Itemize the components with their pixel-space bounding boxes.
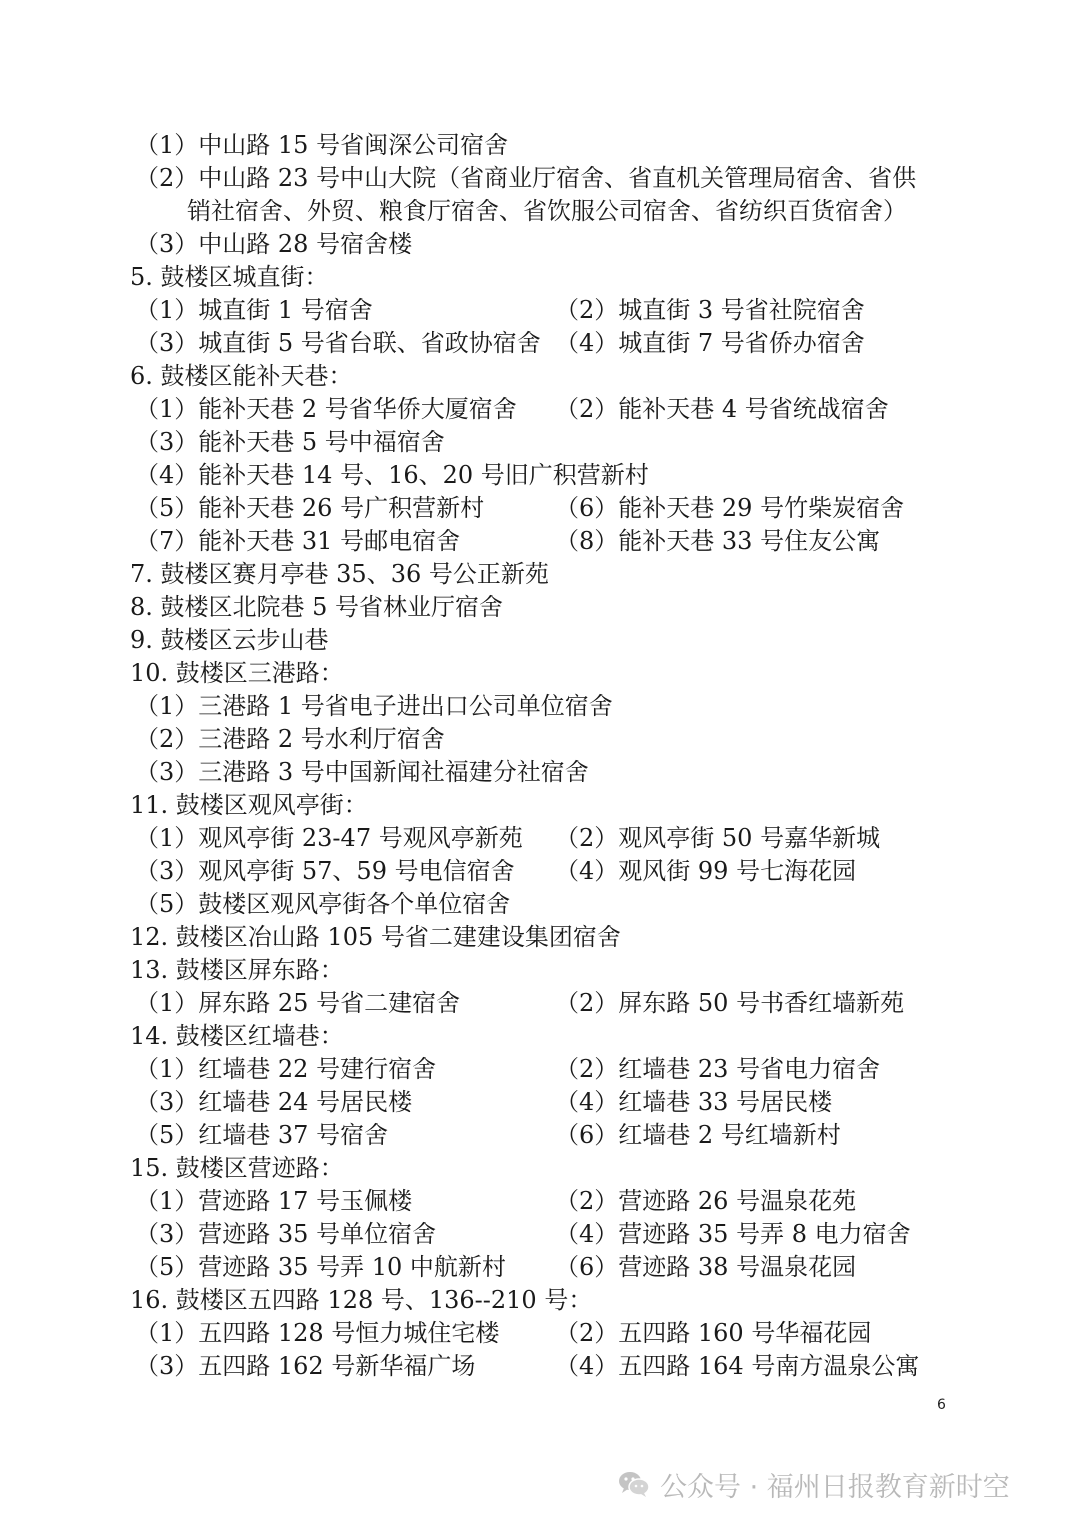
document-line (0, 855, 1080, 888)
document-line (0, 459, 1080, 492)
list-item: （2）城直街 3 号省社院宿舍 (555, 296, 865, 324)
document-line (0, 756, 1080, 789)
document-line (0, 987, 1080, 1020)
document-line (0, 624, 1080, 657)
document-line (0, 1053, 1080, 1086)
section-heading: 12. 鼓楼区冶山路 105 号省二建建设集团宿舍 (130, 923, 621, 951)
section-heading: 15. 鼓楼区营迹路： (130, 1154, 344, 1182)
list-item: （3）营迹路 35 号单位宿舍 (135, 1220, 437, 1248)
list-item: （3）五四路 162 号新华福广场 (135, 1352, 476, 1380)
list-item: （2）五四路 160 号华福花园 (555, 1319, 872, 1347)
section-heading: 9. 鼓楼区云步山巷 (130, 626, 329, 654)
list-item: （6）营迹路 38 号温泉花园 (555, 1253, 857, 1281)
list-item: （6）能补天巷 29 号竹柴炭宿舍 (555, 494, 905, 522)
list-item: （1）营迹路 17 号玉佩楼 (135, 1187, 413, 1215)
list-item: （1）能补天巷 2 号省华侨大厦宿舍 (135, 395, 517, 423)
list-item: （2）观风亭街 50 号嘉华新城 (555, 824, 881, 852)
document-line (0, 723, 1080, 756)
list-item: （5）营迹路 35 号弄 10 中航新村 (135, 1253, 506, 1281)
list-item: （4）红墙巷 33 号居民楼 (555, 1088, 833, 1116)
list-item: （2）中山路 23 号中山大院（省商业厅宿舍、省直机关管理局宿舍、省供 (135, 164, 917, 192)
list-item: （1）红墙巷 22 号建行宿舍 (135, 1055, 437, 1083)
document-line (0, 162, 1080, 195)
section-heading: 14. 鼓楼区红墙巷： (130, 1022, 344, 1050)
document-line (0, 1284, 1080, 1317)
document-line (0, 1020, 1080, 1053)
document-line (0, 789, 1080, 822)
list-item: 销社宿舍、外贸、粮食厅宿舍、省饮服公司宿舍、省纺织百货宿舍） (187, 197, 907, 225)
document-line (0, 1119, 1080, 1152)
list-item: （8）能补天巷 33 号住友公寓 (555, 527, 881, 555)
section-heading: 11. 鼓楼区观风亭街： (130, 791, 368, 819)
document-line (0, 294, 1080, 327)
section-heading: 5. 鼓楼区城直街： (130, 263, 329, 291)
section-heading: 7. 鼓楼区赛月亭巷 35、36 号公正新苑 (130, 560, 549, 588)
list-item: （1）屏东路 25 号省二建宿舍 (135, 989, 461, 1017)
document-line (0, 657, 1080, 690)
list-item: （5）鼓楼区观风亭街各个单位宿舍 (135, 890, 511, 918)
document-line (0, 1185, 1080, 1218)
wechat-icon (618, 1469, 650, 1499)
list-item: （4）能补天巷 14 号、16、20 号旧广积营新村 (135, 461, 649, 489)
list-item: （5）能补天巷 26 号广积营新村 (135, 494, 485, 522)
list-item: （4）观风街 99 号七海花园 (555, 857, 857, 885)
document-line (0, 921, 1080, 954)
document-line (0, 1251, 1080, 1284)
list-item: （7）能补天巷 31 号邮电宿舍 (135, 527, 461, 555)
list-item: （3）观风亭街 57、59 号电信宿舍 (135, 857, 515, 885)
document-line (0, 426, 1080, 459)
list-item: （1）五四路 128 号恒力城住宅楼 (135, 1319, 500, 1347)
list-item: （1）城直街 1 号宿舍 (135, 296, 373, 324)
document-line (0, 261, 1080, 294)
document-line (0, 1086, 1080, 1119)
page-number: 6 (937, 1397, 946, 1413)
section-heading: 10. 鼓楼区三港路： (130, 659, 344, 687)
list-item: （2）屏东路 50 号书香红墙新苑 (555, 989, 905, 1017)
section-heading: 6. 鼓楼区能补天巷： (130, 362, 353, 390)
watermark-text: 公众号 · 福州日报教育新时空 (660, 1471, 1010, 1503)
document-line (0, 1152, 1080, 1185)
list-item: （4）五四路 164 号南方温泉公寓 (555, 1352, 920, 1380)
list-item: （3）三港路 3 号中国新闻社福建分社宿舍 (135, 758, 589, 786)
document-line (0, 327, 1080, 360)
list-item: （2）营迹路 26 号温泉花苑 (555, 1187, 857, 1215)
list-item: （1）中山路 15 号省闽深公司宿舍 (135, 131, 509, 159)
document-line (0, 822, 1080, 855)
document-line (0, 492, 1080, 525)
document-line (0, 558, 1080, 591)
list-item: （4）城直街 7 号省侨办宿舍 (555, 329, 865, 357)
document-line (0, 954, 1080, 987)
section-heading: 8. 鼓楼区北院巷 5 号省林业厅宿舍 (130, 593, 504, 621)
list-item: （3）中山路 28 号宿舍楼 (135, 230, 413, 258)
document-line (0, 525, 1080, 558)
list-item: （3）红墙巷 24 号居民楼 (135, 1088, 413, 1116)
document-line (0, 228, 1080, 261)
list-item: （3）城直街 5 号省台联、省政协宿舍 (135, 329, 541, 357)
list-item: （1）观风亭街 23-47 号观风亭新苑 (135, 824, 523, 852)
document-body (0, 129, 1080, 1383)
list-item: （5）红墙巷 37 号宿舍 (135, 1121, 389, 1149)
document-line (0, 129, 1080, 162)
document-line (0, 393, 1080, 426)
document-line (0, 195, 1080, 228)
section-heading: 16. 鼓楼区五四路 128 号、136--210 号： (130, 1286, 593, 1314)
list-item: （2）红墙巷 23 号省电力宿舍 (555, 1055, 881, 1083)
document-line (0, 1317, 1080, 1350)
document-line (0, 360, 1080, 393)
list-item: （3）能补天巷 5 号中福宿舍 (135, 428, 445, 456)
list-item: （4）营迹路 35 号弄 8 电力宿舍 (555, 1220, 911, 1248)
document-line (0, 888, 1080, 921)
document-line (0, 1218, 1080, 1251)
list-item: （2）能补天巷 4 号省统战宿舍 (555, 395, 889, 423)
document-line (0, 591, 1080, 624)
watermark (618, 1462, 1010, 1506)
document-line (0, 690, 1080, 723)
list-item: （6）红墙巷 2 号红墙新村 (555, 1121, 841, 1149)
section-heading: 13. 鼓楼区屏东路： (130, 956, 344, 984)
list-item: （1）三港路 1 号省电子进出口公司单位宿舍 (135, 692, 613, 720)
list-item: （2）三港路 2 号水利厅宿舍 (135, 725, 445, 753)
document-line (0, 1350, 1080, 1383)
